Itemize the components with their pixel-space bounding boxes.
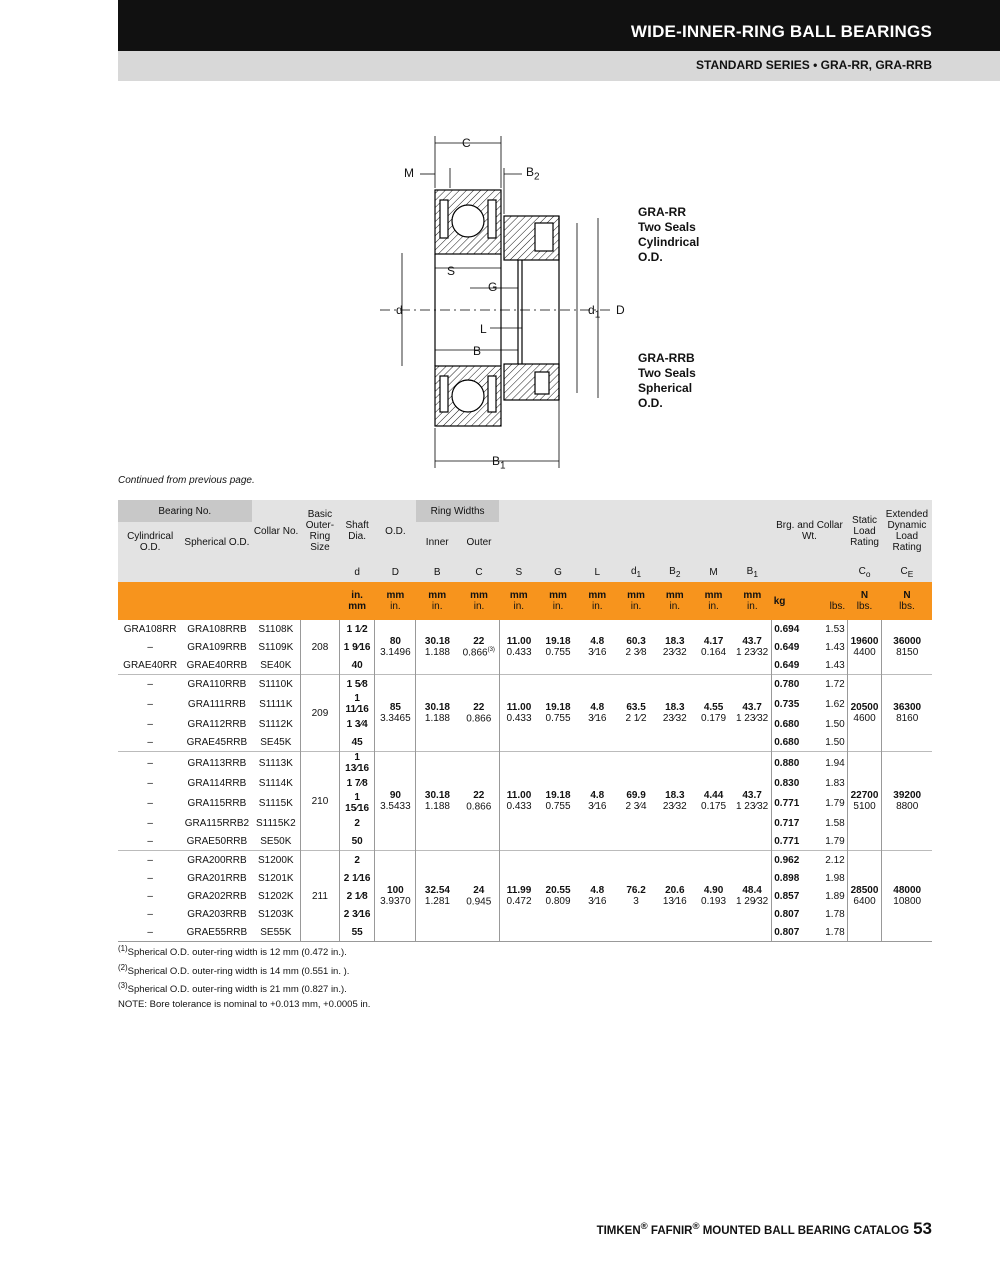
gra-rrb-caption: GRA-RRB Two Seals Spherical O.D. — [638, 351, 696, 410]
cell-kg: 0.649 — [772, 638, 811, 656]
header-od: O.D. — [375, 500, 416, 562]
cell-collar: S1201K — [258, 872, 294, 884]
footnote-1: $^{(1)}$Spherical O.D. outer-ring width is 12 mm (0.472 in.). — [118, 944, 347, 959]
cell-kg: 0.898 — [772, 869, 811, 887]
cell-l: 4.8 3⁄16 — [578, 675, 617, 752]
cell-shaft: 50 — [339, 832, 375, 851]
cell-lbs: 1.79 — [825, 835, 845, 847]
table-row — [118, 752, 932, 775]
cell-shaft: 40 — [339, 656, 375, 675]
cell-g: 19.18 0.755 — [538, 675, 578, 752]
cell-shaft: 45 — [339, 733, 375, 752]
dim-label-od: D — [616, 303, 625, 317]
cell-sph: GRA115RRB2 — [184, 817, 250, 829]
cell-inner: 32.54 1.281 — [416, 851, 459, 942]
cell-b1: 43.7 1 23⁄32 — [735, 636, 769, 658]
cell-cyl: – — [147, 890, 153, 902]
dim-label-b: B — [473, 344, 482, 358]
cell-collar: S1111K — [259, 698, 293, 710]
cell-l: 4.8 3⁄16 — [588, 636, 607, 658]
cell-cyl: – — [118, 851, 182, 870]
cell-kg: 0.807 — [772, 923, 811, 942]
cell-kg: 0.880 — [772, 752, 811, 775]
dim-label-d1: $d_1$ — [588, 303, 601, 321]
sym-outer: C — [459, 562, 500, 582]
header-spherical-od: Spherical O.D. — [182, 522, 251, 562]
cell-od: 85 3.3465 — [375, 675, 416, 752]
cell-sph: GRA115RRB — [187, 797, 247, 809]
cell-m: 4.90 0.193 — [694, 851, 733, 942]
cell-collar: S1109K — [258, 641, 294, 653]
cell-d1: 69.9 2 3⁄4 — [617, 752, 656, 851]
cell-basic-size: 208 — [301, 620, 340, 675]
footnote-2: $^{(2)}$Spherical O.D. outer-ring width is 14 mm (0.551 in. ). — [118, 962, 350, 977]
sym-static: $C_o$ — [847, 562, 882, 582]
cell-static-load: 20500 4600 — [847, 675, 882, 752]
cell-shaft: 1 15⁄16 — [339, 792, 375, 814]
cell-lbs: 1.78 — [825, 926, 845, 938]
cell-sph: GRA109RRB — [187, 641, 247, 653]
cell-collar: S1112K — [258, 718, 293, 730]
cell-outer: 24 0.945 — [459, 851, 500, 942]
cell-collar: S1203K — [258, 908, 294, 920]
header-ext-dynamic-load: Extended Dynamic Load Rating — [882, 500, 932, 562]
cell-cyl: – — [147, 641, 153, 653]
header-cylindrical-od: Cylindrical O.D. — [118, 522, 182, 562]
cell-cyl: – — [118, 752, 182, 775]
cell-lbs: 1.79 — [825, 797, 845, 809]
cell-shaft: 1 7⁄8 — [339, 774, 375, 792]
cell-lbs: 1.53 — [825, 623, 845, 635]
dim-label-b1: $B_1$ — [492, 454, 506, 472]
cell-shaft: 2 1⁄16 — [339, 869, 375, 887]
header-basic-size: Basic Outer-Ring Size — [301, 500, 340, 562]
sym-l: L — [578, 562, 617, 582]
cell-kg: 0.857 — [772, 887, 811, 905]
cell-collar: S1202K — [258, 890, 294, 902]
cell-kg: 0.830 — [772, 774, 811, 792]
cell-collar: S1115K2 — [255, 817, 296, 829]
cell-lbs: 1.89 — [825, 890, 845, 902]
cell-outer: 22 0.866 — [459, 675, 500, 752]
cell-kg: 0.717 — [772, 814, 811, 832]
cell-kg: 0.680 — [772, 733, 811, 752]
cell-shaft: 1 11⁄16 — [339, 693, 375, 715]
cell-inner: 30.18 1.188 — [416, 620, 459, 675]
table-row — [118, 675, 932, 694]
cell-kg: 0.780 — [772, 675, 811, 694]
sym-m: M — [694, 562, 733, 582]
cell-cyl: – — [147, 872, 153, 884]
cell-od: 80 3.1496 — [375, 620, 416, 675]
sym-b1: $B_1$ — [733, 562, 772, 582]
cell-static-load: 19600 4400 — [847, 620, 882, 675]
cell-kg: 0.680 — [772, 715, 811, 733]
cell-b2: 18.3 23⁄32 — [655, 675, 694, 752]
cell-l: 4.8 3⁄16 — [578, 851, 617, 942]
cell-b2: 18.3 23⁄32 — [662, 636, 687, 658]
cell-sph: GRA113RRB — [182, 752, 251, 775]
footnote-note: NOTE: Bore tolerance is nominal to +0.013 mm, +0.0005 in. — [118, 998, 371, 1010]
cell-cyl: GRA108RR — [123, 623, 177, 635]
cell-collar: SE40K — [260, 659, 292, 671]
sym-inner: B — [416, 562, 459, 582]
dim-label-l: L — [480, 322, 487, 336]
cell-kg: 0.735 — [772, 693, 811, 715]
header-collar-no: Collar No. — [252, 500, 301, 562]
cell-lbs: 1.50 — [825, 736, 845, 748]
cell-sph: GRA114RRB — [187, 777, 247, 789]
cell-basic-size: 209 — [301, 675, 340, 752]
cell-sph: GRAE50RRB — [186, 835, 248, 847]
cell-lbs: 1.98 — [825, 872, 845, 884]
cell-collar: S1113K — [252, 752, 301, 775]
cell-d1: 63.5 2 1⁄2 — [617, 675, 656, 752]
bearing-spec-table — [118, 500, 932, 942]
cell-sph: GRA202RRB — [187, 890, 247, 902]
cell-d1: 60.3 2 3⁄8 — [625, 636, 647, 658]
cell-kg: 0.962 — [772, 851, 811, 870]
cell-d1: 76.2 3 — [617, 851, 656, 942]
cell-collar: SE50K — [260, 835, 292, 847]
cell-cyl: – — [147, 817, 153, 829]
cell-collar: S1115K — [258, 797, 293, 809]
cell-outer: 22 0.866$^{(3)}$ — [462, 635, 495, 659]
cell-basic-size: 210 — [301, 752, 340, 851]
cell-shaft: 2 1⁄8 — [339, 887, 375, 905]
cell-inner: 30.18 1.188 — [416, 752, 459, 851]
dim-label-b2: $B_2$ — [526, 165, 540, 183]
cell-ext-load: 48000 10800 — [882, 851, 932, 942]
cell-collar: SE45K — [260, 736, 292, 748]
cell-m: 4.55 0.179 — [694, 675, 733, 752]
sym-shaft: d — [339, 562, 375, 582]
cell-lbs: 1.72 — [810, 675, 847, 694]
cell-cyl: – — [147, 835, 153, 847]
cell-g: 20.55 0.809 — [538, 851, 578, 942]
header-brg-collar-wt: Brg. and Collar Wt. — [772, 500, 847, 562]
cell-lbs: 1.58 — [825, 817, 845, 829]
table-row — [118, 851, 932, 870]
cell-static-load: 22700 5100 — [847, 752, 882, 851]
cell-shaft: 1 5⁄8 — [339, 675, 375, 694]
cell-g: 19.18 0.755 — [538, 752, 578, 851]
cell-sph: GRAE55RRB — [186, 926, 248, 938]
units-row: in. mm mm in. mm in. mm in. mm in. mm in. mm in. mm in. mm in. mm in. mm in. kg lbs. N lbs. N lbs. — [118, 582, 932, 620]
cell-kg: 0.649 — [772, 656, 811, 675]
cell-ext-load: 36300 8160 — [882, 675, 932, 752]
cell-cyl: – — [147, 908, 153, 920]
dim-label-d: d — [396, 303, 403, 317]
cell-shaft: 2 — [339, 851, 375, 870]
cell-g: 19.18 0.755 — [545, 636, 571, 658]
sym-s: S — [499, 562, 538, 582]
cell-sph: GRA200RRB — [182, 851, 251, 870]
cell-cyl: – — [147, 797, 153, 809]
cell-l: 4.8 3⁄16 — [578, 752, 617, 851]
cell-cyl: – — [147, 736, 153, 748]
cell-kg: 0.771 — [772, 792, 811, 814]
cell-sph: GRAE40RRB — [186, 659, 248, 671]
dim-label-g: G — [488, 280, 498, 294]
sym-d1: $d_1$ — [617, 562, 656, 582]
cell-outer: 22 0.866 — [459, 752, 500, 851]
cell-kg: 0.807 — [772, 905, 811, 923]
cell-sph: GRA108RRB — [187, 623, 247, 635]
cell-shaft: 2 — [339, 814, 375, 832]
sym-ext: $C_E$ — [882, 562, 932, 582]
bearing-drawing — [380, 128, 620, 478]
header-inner: Inner — [416, 522, 459, 562]
cell-shaft: 55 — [339, 923, 375, 942]
cell-sph: GRA201RRB — [187, 872, 247, 884]
cell-shaft: 1 1⁄2 — [339, 620, 375, 638]
cell-sph: GRAE45RRB — [186, 736, 248, 748]
dim-label-m: M — [404, 166, 414, 180]
bearing-cross-section-diagram — [380, 128, 720, 478]
table-row — [118, 620, 932, 638]
cell-b2: 20.6 13⁄16 — [655, 851, 694, 942]
cell-b1: 48.4 1 29⁄32 — [733, 851, 772, 942]
cell-collar: SE55K — [260, 926, 292, 938]
cell-s: 11.00 0.433 — [499, 620, 538, 675]
cell-shaft: 2 3⁄16 — [339, 905, 375, 923]
cell-sph: GRA203RRB — [187, 908, 247, 920]
cell-sph: GRA110RRB — [182, 675, 251, 694]
cell-cyl: – — [147, 698, 153, 710]
cell-cyl: GRAE40RR — [123, 659, 178, 671]
cell-ext-load: 39200 8800 — [882, 752, 932, 851]
cell-s: 11.99 0.472 — [499, 851, 538, 942]
header-static-load: Static Load Rating — [847, 500, 882, 562]
cell-shaft: 1 9⁄16 — [339, 638, 375, 656]
cell-s: 11.00 0.433 — [499, 675, 538, 752]
page-footer: TIMKEN® FAFNIR® MOUNTED BALL BEARING CATALOG 53 — [596, 1219, 932, 1238]
cell-b1: 43.7 1 23⁄32 — [733, 752, 772, 851]
sym-od: D — [375, 562, 416, 582]
cell-lbs: 1.43 — [825, 659, 845, 671]
page-subtitle: STANDARD SERIES • GRA-RR, GRA-RRB — [696, 58, 932, 72]
cell-collar: S1110K — [252, 675, 301, 694]
cell-kg: 0.694 — [772, 620, 811, 638]
dim-label-s: S — [447, 264, 456, 278]
cell-sph: GRA111RRB — [187, 698, 246, 710]
cell-cyl: – — [147, 718, 153, 730]
gra-rr-caption: GRA-RR Two Seals Cylindrical O.D. — [638, 205, 700, 264]
cell-b1: 43.7 1 23⁄32 — [733, 675, 772, 752]
dim-label-c: C — [462, 136, 471, 150]
footnote-3: $^{(3)}$Spherical O.D. outer-ring width is 21 mm (0.827 in.). — [118, 981, 347, 996]
cell-od: 90 3.5433 — [375, 752, 416, 851]
cell-b2: 18.3 23⁄32 — [655, 752, 694, 851]
cell-lbs: 2.12 — [810, 851, 847, 870]
cell-lbs: 1.43 — [825, 641, 845, 653]
cell-s: 11.00 0.433 — [499, 752, 538, 851]
page-title: WIDE-INNER-RING BALL BEARINGS — [630, 22, 932, 41]
cell-lbs: 1.83 — [825, 777, 845, 789]
header-bearing-no: Bearing No. — [118, 500, 252, 522]
header-outer: Outer — [459, 522, 500, 562]
cell-sph: GRA112RRB — [187, 718, 247, 730]
cell-m: 4.44 0.175 — [694, 752, 733, 851]
cell-cyl: – — [147, 777, 153, 789]
cell-shaft: 1 13⁄16 — [339, 752, 375, 775]
cell-ext-load: 36000 8150 — [882, 620, 932, 675]
cell-m: 4.17 0.164 — [701, 636, 727, 658]
cell-lbs: 1.62 — [825, 698, 845, 710]
header-shaft-dia: Shaft Dia. — [339, 500, 375, 562]
cell-kg: 0.771 — [772, 832, 811, 851]
header-ring-widths: Ring Widths — [416, 500, 500, 522]
cell-cyl: – — [118, 675, 182, 694]
cell-shaft: 1 3⁄4 — [339, 715, 375, 733]
cell-lbs: 1.94 — [810, 752, 847, 775]
cell-od: 100 3.9370 — [375, 851, 416, 942]
cell-lbs: 1.78 — [825, 908, 845, 920]
footnotes — [118, 942, 370, 1012]
continued-note: Continued from previous page. — [118, 475, 255, 486]
cell-static-load: 28500 6400 — [847, 851, 882, 942]
cell-collar: S1200K — [252, 851, 301, 870]
cell-inner: 30.18 1.188 — [416, 675, 459, 752]
cell-cyl: – — [147, 926, 153, 938]
sym-b2: $B_2$ — [655, 562, 694, 582]
cell-collar: S1114K — [258, 777, 293, 789]
cell-basic-size: 211 — [301, 851, 340, 942]
cell-collar: S1108K — [258, 623, 294, 635]
page-number: 53 — [913, 1219, 932, 1238]
cell-lbs: 1.50 — [825, 718, 845, 730]
sym-g: G — [538, 562, 578, 582]
